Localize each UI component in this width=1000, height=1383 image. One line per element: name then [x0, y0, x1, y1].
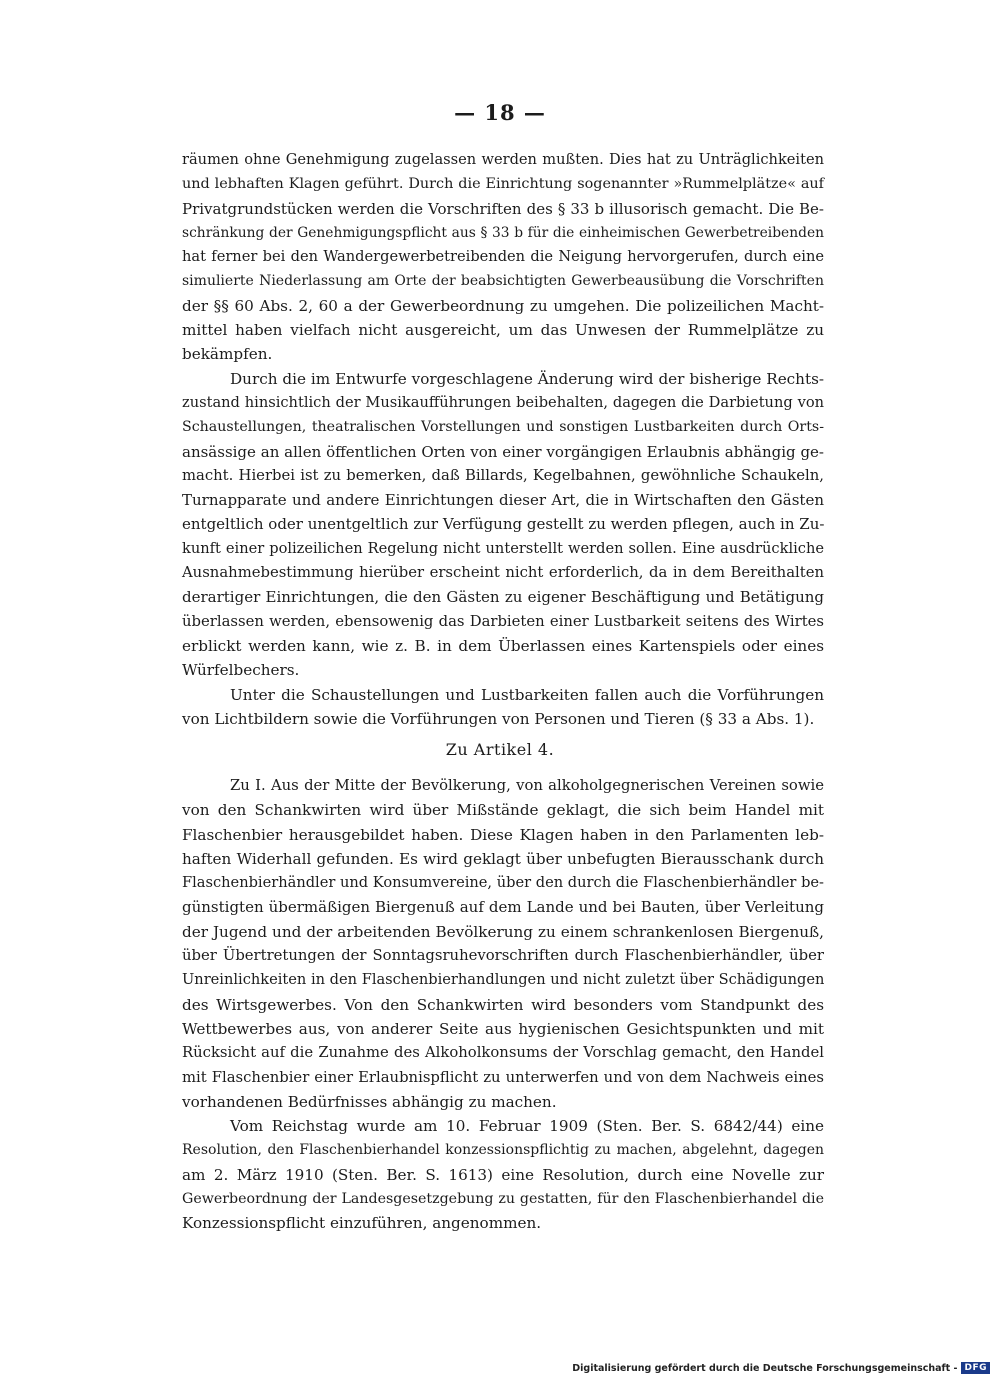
text-line: Unreinlichkeiten in den Flaschenbierhandlungen und nicht zuletzt über Schädigungen: [182, 971, 825, 989]
text-line: Turnapparate und andere Einrichtungen dieser Art, die in Wirtschaften den Gästen: [182, 491, 824, 510]
text-line: Würfelbechers.: [182, 661, 300, 680]
text-line: Konzessionspflicht einzuführen, angenommen.: [182, 1214, 542, 1233]
text-line: ansässige an allen öffentlichen Orten von einer vorgängigen Erlaubnis abhängig ge-: [182, 442, 824, 461]
text-line: kunft einer polizeilichen Regelung nicht unterstellt werden sollen. Eine ausdrückliche: [182, 539, 824, 557]
text-line: Gewerbeordnung der Landesgesetzgebung zu gestatten, für den Flaschenbierhandel die: [182, 1191, 824, 1208]
text-line: der Jugend und der arbeitenden Bevölkerung zu einem schrankenlosen Biergenuß,: [182, 922, 824, 941]
text-line: günstigten übermäßigen Biergenuß auf dem Lande und bei Bauten, über Verleitung: [182, 898, 824, 917]
text-line: räumen ohne Genehmigung zugelassen werden mußten. Dies hat zu Unträglichkeiten: [182, 151, 824, 168]
text-line: des Wirtsgewerbes. Von den Schankwirten wird besonders vom Standpunkt des: [182, 995, 824, 1014]
text-line: schränkung der Genehmigungspflicht aus § 33 b für die einheimischen Gewerbetreibenden: [182, 224, 824, 241]
text-block-article-4: [182, 774, 824, 1236]
text-line: entgeltlich oder unentgeltlich zur Verfügung gestellt zu werden pflegen, auch in Zu-: [182, 515, 825, 534]
text-line: Schaustellungen, theatralischen Vorstellungen und sonstigen Lustbarkeiten durch Orts-: [182, 419, 824, 436]
dfg-logo: DFG: [961, 1362, 990, 1374]
section-heading: Zu Artikel 4.: [445, 740, 555, 759]
text-line: bekämpfen.: [182, 345, 273, 364]
text-line: Resolution, den Flaschenbierhandel konzessionspflichtig zu machen, abgelehnt, dagegen: [182, 1142, 824, 1159]
text-line: Vom Reichstag wurde am 10. Februar 1909 (Sten. Ber. S. 6842/44) eine: [230, 1117, 824, 1136]
text-line: derartiger Einrichtungen, die den Gästen zu eigener Beschäftigung und Betätigung: [182, 588, 824, 607]
text-line: hat ferner bei den Wandergewerbetreibenden die Neigung hervorgerufen, durch eine: [182, 248, 824, 266]
text-line: macht. Hierbei ist zu bemerken, daß Billards, Kegelbahnen, gewöhnliche Schaukeln,: [182, 466, 824, 484]
text-line: Ausnahmebestimmung hierüber erscheint nicht erforderlich, da in dem Bereithalten: [182, 564, 824, 582]
text-line: der §§ 60 Abs. 2, 60 a der Gewerbeordnung zu umgehen. Die polizeilichen Macht-: [182, 296, 824, 315]
text-line: überlassen werden, ebensowenig das Darbieten einer Lustbarkeit seitens des Wirtes: [182, 612, 824, 630]
text-line: Durch die im Entwurfe vorgeschlagene Änderung wird der bisherige Rechts-: [230, 369, 824, 388]
text-line: von den Schankwirten wird über Mißstände geklagt, die sich beim Handel mit: [182, 801, 824, 820]
text-line: am 2. März 1910 (Sten. Ber. S. 1613) eine Resolution, durch eine Novelle zur: [182, 1165, 824, 1184]
text-line: haften Widerhall gefunden. Es wird geklagt über unbefugten Bierausschank durch: [182, 849, 824, 868]
footer-credit-text: Digitalisierung gefördert durch die Deutsche Forschungsgemeinschaft -: [572, 1362, 958, 1374]
text-line: mittel haben vielfach nicht ausgereicht, um das Unwesen der Rummelplätze zu: [182, 321, 824, 340]
text-line: über Übertretungen der Sonntagsruhevorschriften durch Flaschenbierhändler, über: [182, 947, 824, 965]
text-line: Unter die Schaustellungen und Lustbarkeiten fallen auch die Vorführungen: [230, 685, 824, 704]
digitization-footer: [572, 1362, 990, 1374]
text-block-intro: [182, 148, 824, 731]
text-line: simulierte Niederlassung am Orte der beabsichtigten Gewerbeausübung die Vorschriften: [182, 273, 824, 290]
text-line: mit Flaschenbier einer Erlaubnispflicht zu unterwerfen und von dem Nachweis eines: [182, 1068, 824, 1086]
text-line: Rücksicht auf die Zunahme des Alkoholkonsums der Vorschlag gemacht, den Handel: [182, 1044, 824, 1062]
text-line: zustand hinsichtlich der Musikaufführungen beibehalten, dagegen die Darbietung von: [182, 393, 824, 411]
text-line: Flaschenbier herausgebildet haben. Diese Klagen haben in den Parlamenten leb-: [182, 825, 824, 844]
text-line: Flaschenbierhändler und Konsumvereine, über den durch die Flaschenbierhändler be-: [182, 874, 824, 892]
text-line: Wettbewerbes aus, von anderer Seite aus hygienischen Gesichtspunkten und mit: [182, 1019, 824, 1038]
text-line: Privatgrundstücken werden die Vorschriften des § 33 b illusorisch gemacht. Die Be-: [182, 199, 824, 218]
page-number: — 18 —: [454, 100, 546, 125]
text-line: von Lichtbildern sowie die Vorführungen von Personen und Tieren (§ 33 a Abs. 1).: [182, 709, 815, 728]
text-line: Zu I. Aus der Mitte der Bevölkerung, von alkoholgegnerischen Vereinen sowie: [230, 777, 824, 794]
text-line: und lebhaften Klagen geführt. Durch die Einrichtung sogenannter »Rummelplätze« auf: [182, 176, 824, 193]
text-line: vorhandenen Bedürfnisses abhängig zu machen.: [182, 1092, 557, 1111]
text-line: erblickt werden kann, wie z. B. in dem Überlassen eines Kartenspiels oder eines: [182, 636, 824, 655]
